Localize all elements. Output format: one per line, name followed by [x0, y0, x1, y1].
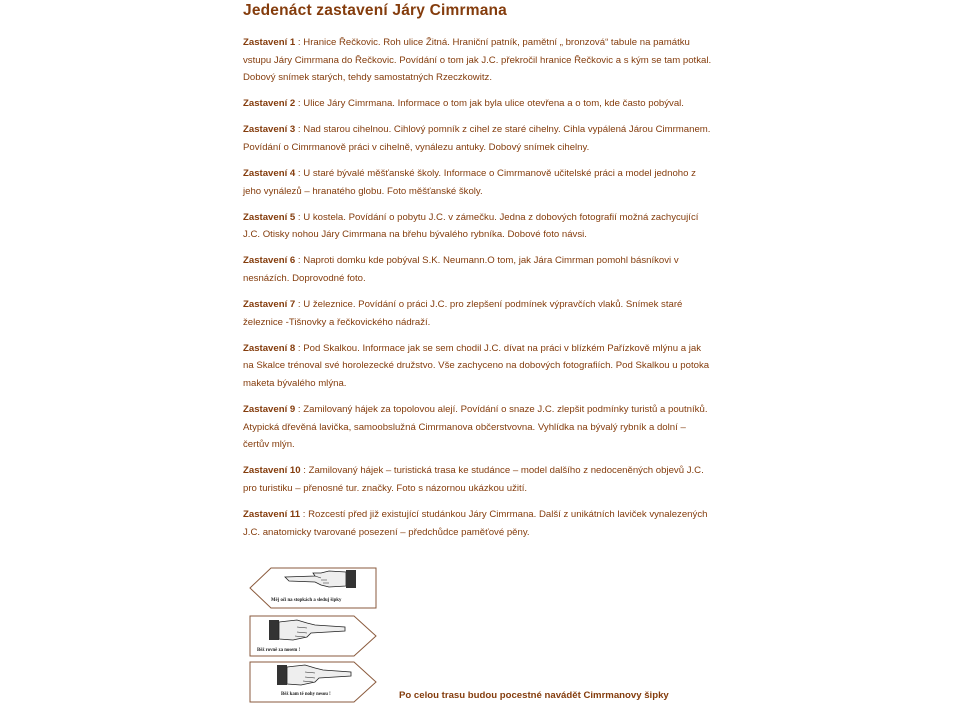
stop-label: Zastavení 8 [243, 342, 296, 354]
stop-label: Zastavení 11 [243, 509, 301, 521]
stop-item [243, 121, 713, 156]
stop-label: Zastavení 10 [243, 465, 301, 477]
stop-text: : U kostela. Povídání o pobytu J.C. v zámečku. Jedna z dobových fotografií možná zachycující J.C. Otisky nohou Járy Cimrmana na břehu bývalého rybníka. Dobové foto návsi. [243, 211, 699, 241]
stop-text: : Zamilovaný hájek – turistická trasa ke studánce – model dalšího z nedoceněných objevů J.C. pro turistiku – přenosné tur. značky. Foto s názornou ukázkou užití. [243, 465, 704, 494]
stop-text: : Rozcestí před již existující studánkou Járy Cimrmana. Další z unikátních laviček vynalezených J.C. anatomicky tvarované posezení – předchůdce paměťové pěny. [243, 509, 708, 538]
stop-text: : U železnice. Povídání o práci J.C. pro zlepšení podmínek výpravčích vlaků. Snímek staré železnice -Tišnovky a řečkovického nádraží. [243, 299, 683, 328]
stop-item [243, 462, 713, 497]
stop-text: : Nad starou cihelnou. Cihlový pomník z cihel ze staré cihelny. Cihla vypálená Járou Cimrmanem. Povídání o Cimrmanově práci v cihelně, vynálezu antuky. Dobový snímek cihelny. [243, 124, 711, 153]
stops-list [243, 34, 713, 550]
stop-label: Zastavení 4 [243, 168, 296, 180]
stop-item [243, 296, 713, 331]
arrow-sign-left [249, 567, 379, 609]
stop-text: : Hranice Řečkovic. Roh ulice Žitná. Hraniční patník, pamětní „ bronzová“ tabule na památku vstupu Járy Cimrmana do Řečkovic. Povídání o tom jak J.C. překročil hranice Řečkovic a s kým se tam potkal. Dobový snímek starých, tehdy samostatných Rzeczkowitz. [243, 37, 712, 84]
page-title: Jedenáct zastavení Járy Cimrmana [243, 2, 508, 19]
stop-label: Zastavení 9 [243, 404, 296, 416]
arrow-sign-shape [249, 661, 379, 703]
stop-label: Zastavení 6 [243, 255, 296, 267]
stop-text: : Zamilovaný hájek za topolovou alejí. Povídání o snaze J.C. zlepšit podmínky turistů a poutníků. Atypická dřevěná lavička, samoobslužná Cimrmanova občerstvovna. Vyhlídka na bývalý rybník a dolní – čertův mlýn. [243, 404, 708, 451]
stop-item [243, 95, 713, 113]
stop-text: : Naproti domku kde pobýval S.K. Neumann.O tom, jak Jára Cimrman pomohl básníkovi v nesnázích. Doprovodné foto. [243, 255, 679, 285]
stop-label: Zastavení 5 [243, 211, 296, 223]
stop-item [243, 401, 713, 454]
signs-caption: Po celou trasu budou pocestné navádět Cimrmanovy šipky [399, 690, 669, 701]
stop-label: Zastavení 3 [243, 124, 296, 136]
arrow-sign-shape [249, 615, 379, 657]
stop-item [243, 252, 713, 287]
stop-label: Zastavení 2 [243, 98, 296, 110]
stop-item [243, 209, 713, 244]
sign-text: Běž kam tě nohy nesou ! [281, 692, 331, 697]
stop-item [243, 506, 713, 541]
arrow-sign-shape [249, 567, 379, 609]
stop-text: : Ulice Járy Cimrmana. Informace o tom jak byla ulice otevřena a o tom, kde často pobýval. [295, 98, 684, 110]
arrow-sign-right [249, 661, 379, 703]
stop-label: Zastavení 7 [243, 299, 296, 311]
arrow-sign-right [249, 615, 379, 657]
stop-text: : U staré bývalé měšťanské školy. Informace o Cimrmanově učitelské práci a model jednoho z jeho vynálezů – hranatého globu. Foto měšťanské školy. [243, 168, 696, 197]
stop-item [243, 34, 713, 87]
stop-item [243, 340, 713, 393]
sign-text: Měj oči na stopkách a sleduj šipky [271, 598, 342, 603]
stop-label: Zastavení 1 [243, 37, 296, 48]
stop-text: : Pod Skalkou. Informace jak se sem chodil J.C. dívat na práci v blízkém Pařízkově mlýnu a jak na Skalce trénoval své horolezecké družstvo. Vše zachyceno na dobových fotografiích. Pod Skalkou u potoka maketa bývalého mlýna. [243, 342, 710, 389]
sign-text: Běž rovně za nosem ! [257, 648, 301, 653]
stop-item [243, 165, 713, 200]
